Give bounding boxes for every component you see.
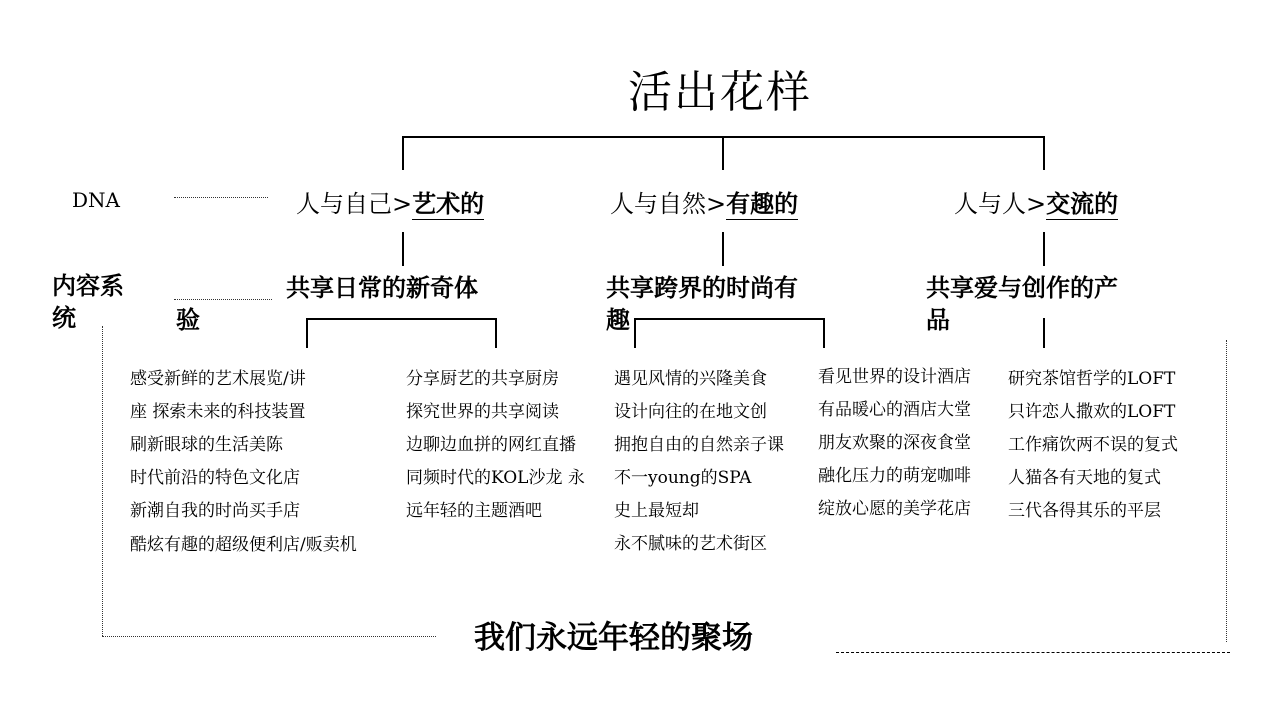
frame-bottom-dotted: [102, 636, 436, 637]
bracket-right-drop: [1043, 318, 1045, 348]
bracket-center-drop-b: [823, 318, 825, 348]
bracket-left-horizontal: [306, 318, 496, 320]
content-title-novel-experience-tail: 验: [176, 306, 200, 334]
list-item: 刷新眼球的生活美陈: [130, 435, 283, 455]
list-item: 融化压力的萌宠咖啡: [818, 466, 971, 486]
content-title-love-creation: [926, 272, 1118, 336]
item-list-col1: [130, 363, 380, 556]
connector-left: [402, 232, 404, 266]
dna-dotted-leader: [174, 197, 268, 198]
list-item: 时代前沿的特色文化店: [130, 468, 300, 488]
bracket-left-drop-b: [495, 318, 497, 348]
frame-left-dotted: [102, 326, 103, 636]
item-list-col4: [818, 361, 971, 526]
list-item: 新潮自我的时尚买手店: [130, 501, 300, 521]
dna-people-exchange: [954, 184, 1118, 219]
content-row-label: 内容系统: [52, 272, 124, 332]
diagram-title: 活出花样: [628, 67, 812, 118]
tree-drop-center: [722, 136, 724, 170]
list-item: 绽放心愿的美学花店: [818, 499, 971, 519]
dna-emphasis: 艺术的: [412, 190, 485, 218]
frame-right-dotted: [1226, 340, 1227, 642]
footer-dashed-rule: [836, 652, 1230, 653]
tree-drop-left: [402, 136, 404, 170]
connector-center: [722, 232, 724, 266]
list-item: 座 探索未来的科技装置: [130, 402, 306, 422]
list-item: 史上最短却: [614, 501, 699, 521]
bracket-center-horizontal: [634, 318, 824, 320]
bracket-left-drop-a: [306, 318, 308, 348]
list-item: 不一young的SPA: [614, 468, 752, 488]
list-item: 人猫各有天地的复式: [1008, 468, 1161, 488]
connector-right: [1043, 232, 1045, 266]
dna-self-art: [296, 184, 484, 219]
dna-prefix: 人与自然>: [610, 190, 727, 218]
list-item: 研究茶馆哲学的LOFT: [1008, 369, 1176, 389]
list-item: 只许恋人撒欢的LOFT: [1008, 402, 1176, 422]
list-item: 三代各得其乐的平层: [1008, 501, 1161, 521]
list-item: 看见世界的设计酒店: [818, 367, 971, 387]
tree-drop-right: [1043, 136, 1045, 170]
item-list-col3: [614, 363, 784, 561]
list-item: 永不腻味的艺术街区: [614, 534, 767, 554]
dna-emphasis: 有趣的: [726, 190, 799, 218]
footer-slogan: 我们永远年轻的聚场: [474, 620, 753, 656]
dna-row-label: DNA: [72, 188, 120, 212]
content-title-line1: 共享爱与创作的产: [926, 274, 1118, 302]
content-dotted-leader: [174, 299, 272, 300]
item-list-col5: [1008, 363, 1178, 528]
list-item: 设计向往的在地文创: [614, 402, 767, 422]
list-item: 酷炫有趣的超级便利店/贩卖机: [130, 535, 357, 555]
list-item: 有品暖心的酒店大堂: [818, 400, 971, 420]
bracket-center-drop-a: [634, 318, 636, 348]
list-item: 朋友欢聚的深夜食堂: [818, 433, 971, 453]
content-title-line2: 品: [926, 306, 950, 334]
list-item: 遇见风情的兴隆美食: [614, 369, 767, 389]
content-title-line1: 共享跨界的时尚有: [606, 274, 798, 302]
content-title-line2: 趣: [606, 306, 630, 334]
list-item: 探究世界的共享阅读: [406, 402, 559, 422]
dna-prefix: 人与自己>: [296, 190, 413, 218]
content-title-novel-experience: [286, 272, 478, 304]
list-item: 工作痛饮两不误的复式: [1008, 435, 1178, 455]
item-list-col2: [406, 363, 585, 528]
dna-prefix: 人与人>: [954, 190, 1047, 218]
list-item: 感受新鲜的艺术展览/讲: [130, 369, 306, 389]
list-item: 边聊边血拼的网红直播: [406, 435, 576, 455]
content-title-line1: 共享日常的新奇体: [286, 274, 478, 302]
list-item: 同频时代的KOL沙龙 永: [406, 468, 585, 488]
dna-emphasis: 交流的: [1046, 190, 1119, 218]
dna-nature-fun: [610, 184, 798, 219]
list-item: 分享厨艺的共享厨房: [406, 369, 559, 389]
list-item: 拥抱自由的自然亲子课: [614, 435, 784, 455]
list-item: 远年轻的主题酒吧: [406, 501, 542, 521]
